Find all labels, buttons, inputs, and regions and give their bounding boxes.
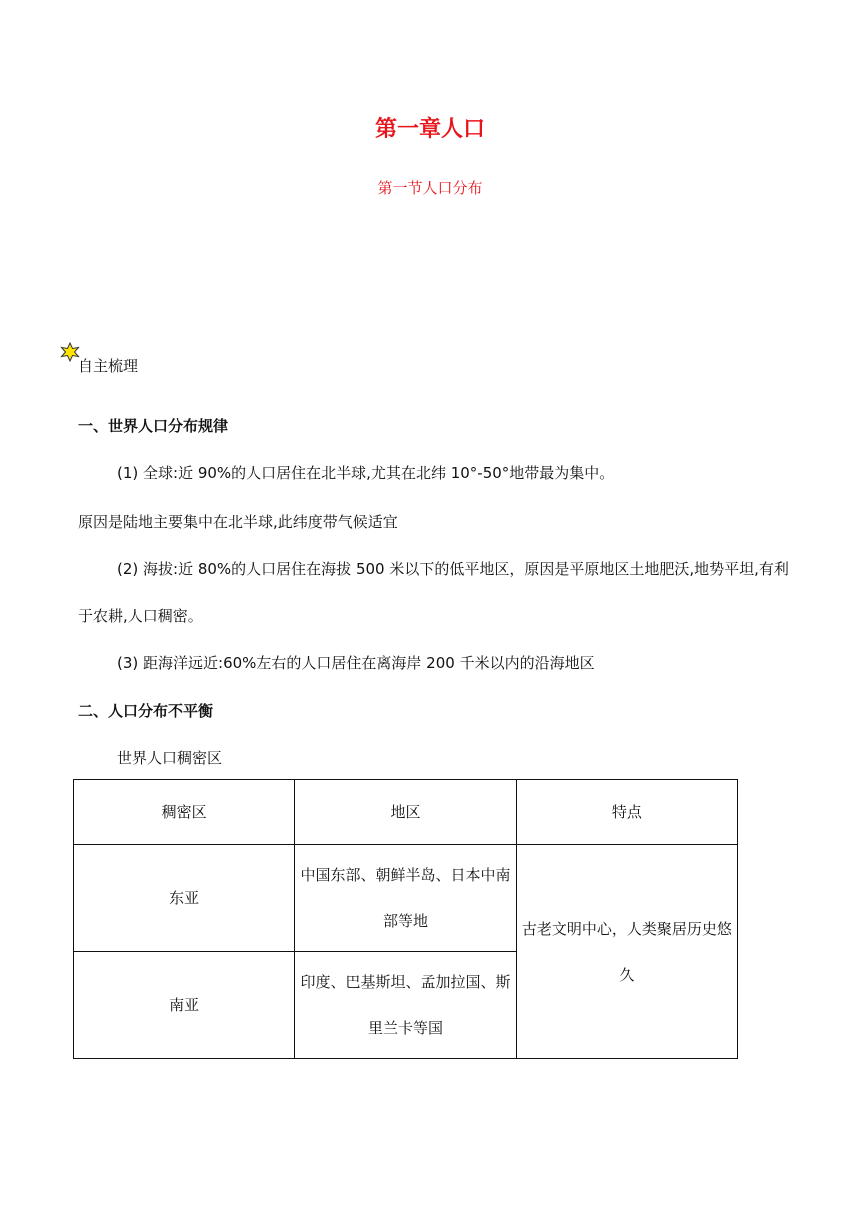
paragraph-altitude-line1: (2) 海拔:近 80%的人口居住在海拔 500 米以下的低平地区，原因是平原地区土地肥沃,地势平坦,有利	[117, 560, 789, 578]
table-header-feature: 特点	[516, 780, 737, 845]
table-cell-feature-text: 古老文明中心，人类聚居历史悠久	[521, 919, 732, 984]
table-header-row	[74, 780, 738, 845]
table-cell-region-text: 中国东部、朝鲜半岛、日本中南部等地	[300, 866, 511, 930]
table-row	[74, 845, 738, 952]
star-icon	[60, 342, 80, 362]
table-header-zone: 稠密区	[74, 780, 295, 845]
table-cell-region-text: 印度、巴基斯坦、孟加拉国、斯里兰卡等国	[300, 973, 511, 1037]
table-caption: 世界人口稠密区	[117, 749, 223, 767]
part2-heading: 二、人口分布不平衡	[78, 702, 214, 720]
table-cell-feature	[516, 845, 737, 1059]
table-cell-zone: 东亚	[74, 845, 295, 952]
paragraph-altitude-line2: 于农耕,人口稠密。	[78, 607, 203, 625]
intro-label: 自主梳理	[78, 357, 139, 375]
table-cell-region	[295, 845, 516, 952]
chapter-title: 第一章人口	[374, 117, 485, 142]
table-cell-region	[295, 952, 516, 1059]
paragraph-coast: (3) 距海洋远近:60%左右的人口居住在离海岸 200 千米以内的沿海地区	[117, 654, 595, 672]
part1-heading: 一、世界人口分布规律	[78, 417, 229, 435]
paragraph-global-reason: 原因是陆地主要集中在北半球,此纬度带气候适宜	[78, 513, 398, 531]
table-header-region: 地区	[295, 780, 516, 845]
population-density-table	[73, 779, 738, 1059]
section-title: 第一节人口分布	[377, 179, 483, 197]
paragraph-global: (1) 全球:近 90%的人口居住在北半球,尤其在北纬 10°-50°地带最为集中。	[117, 464, 615, 482]
table-cell-zone: 南亚	[74, 952, 295, 1059]
